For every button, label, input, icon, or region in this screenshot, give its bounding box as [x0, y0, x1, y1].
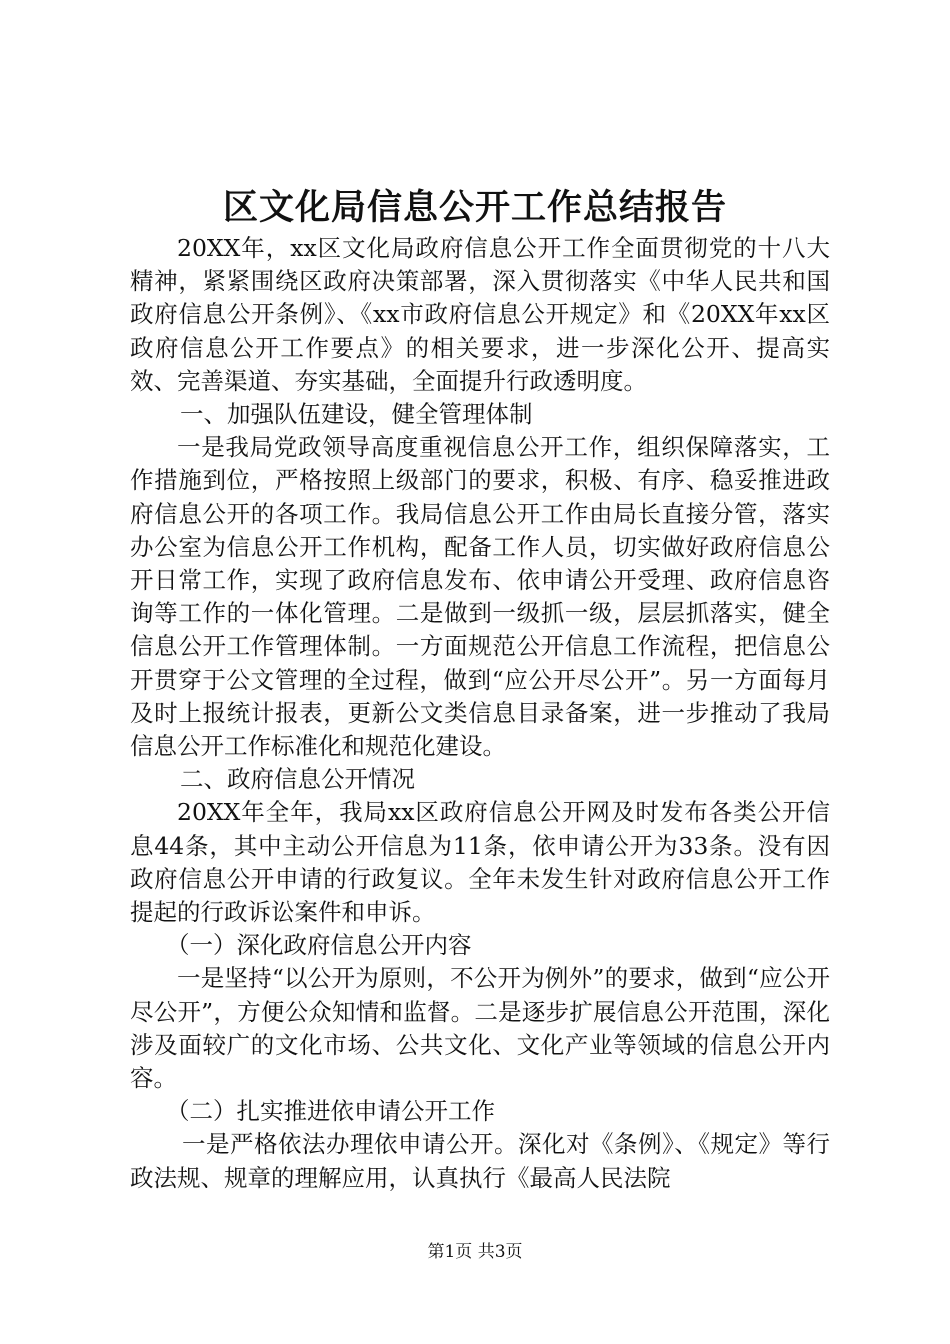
section-heading-2: 二、政府信息公开情况	[180, 765, 415, 794]
subsection-1-paragraph: 一是坚持“以公开为原则，不公开为例外”的要求，做到“应公开尽公开”，方便公众知情和监督。二是逐步扩展信息公开范围，深化涉及面较广的文化市场、公共文化、文化产业等领域的信息公开内容。	[130, 964, 830, 1093]
document-body	[130, 232, 830, 1195]
document-title: 区文化局信息公开工作总结报告	[222, 187, 727, 228]
section-heading-1: 一、加强队伍建设，健全管理体制	[180, 400, 533, 429]
section-2-paragraph: 20XX年全年，我局xx区政府信息公开网及时发布各类公开信息44条，其中主动公开信息为11条，依申请公开为33条。没有因政府信息公开申请的行政复议。全年未发生针对政府信息公开工作提起的行政诉讼案件和申诉。	[130, 798, 830, 927]
subsection-heading-2: （二）扎实推进依申请公开工作	[166, 1097, 495, 1126]
section-1-paragraph: 一是我局党政领导高度重视信息公开工作，组织保障落实，工作措施到位，严格按照上级部门的要求，积极、有序、稳妥推进政府信息公开的各项工作。我局信息公开工作由局长直接分管，落实办公室为信息公开工作机构，配备工作人员，切实做好政府信息公开日常工作，实现了政府信息发布、依申请公开受理、政府信息咨询等工作的一体化管理。二是做到一级抓一级，层层抓落实，健全信息公开工作管理体制。一方面规范公开信息工作流程，把信息公开贯穿于公文管理的全过程，做到“应公开尽公开”。另一方面每月及时上报统计报表，更新公文类信息目录备案，进一步推动了我局信息公开工作标准化和规范化建设。	[130, 433, 830, 761]
intro-paragraph: 20XX年，xx区文化局政府信息公开工作全面贯彻党的十八大精神，紧紧围绕区政府决策部署，深入贯彻落实《中华人民共和国政府信息公开条例》、《xx市政府信息公开规定》和《20XX年xx区政府信息公开工作要点》的相关要求，进一步深化公开、提高实效、完善渠道、夯实基础，全面提升行政透明度。	[130, 234, 830, 395]
page-footer: 第1页 共3页	[427, 1242, 523, 1262]
subsection-2-paragraph: 一是严格依法办理依申请公开。深化对《条例》、《规定》等行政法规、规章的理解应用，认真执行《最高人民法院	[130, 1130, 830, 1192]
subsection-heading-1: （一）深化政府信息公开内容	[166, 931, 472, 960]
